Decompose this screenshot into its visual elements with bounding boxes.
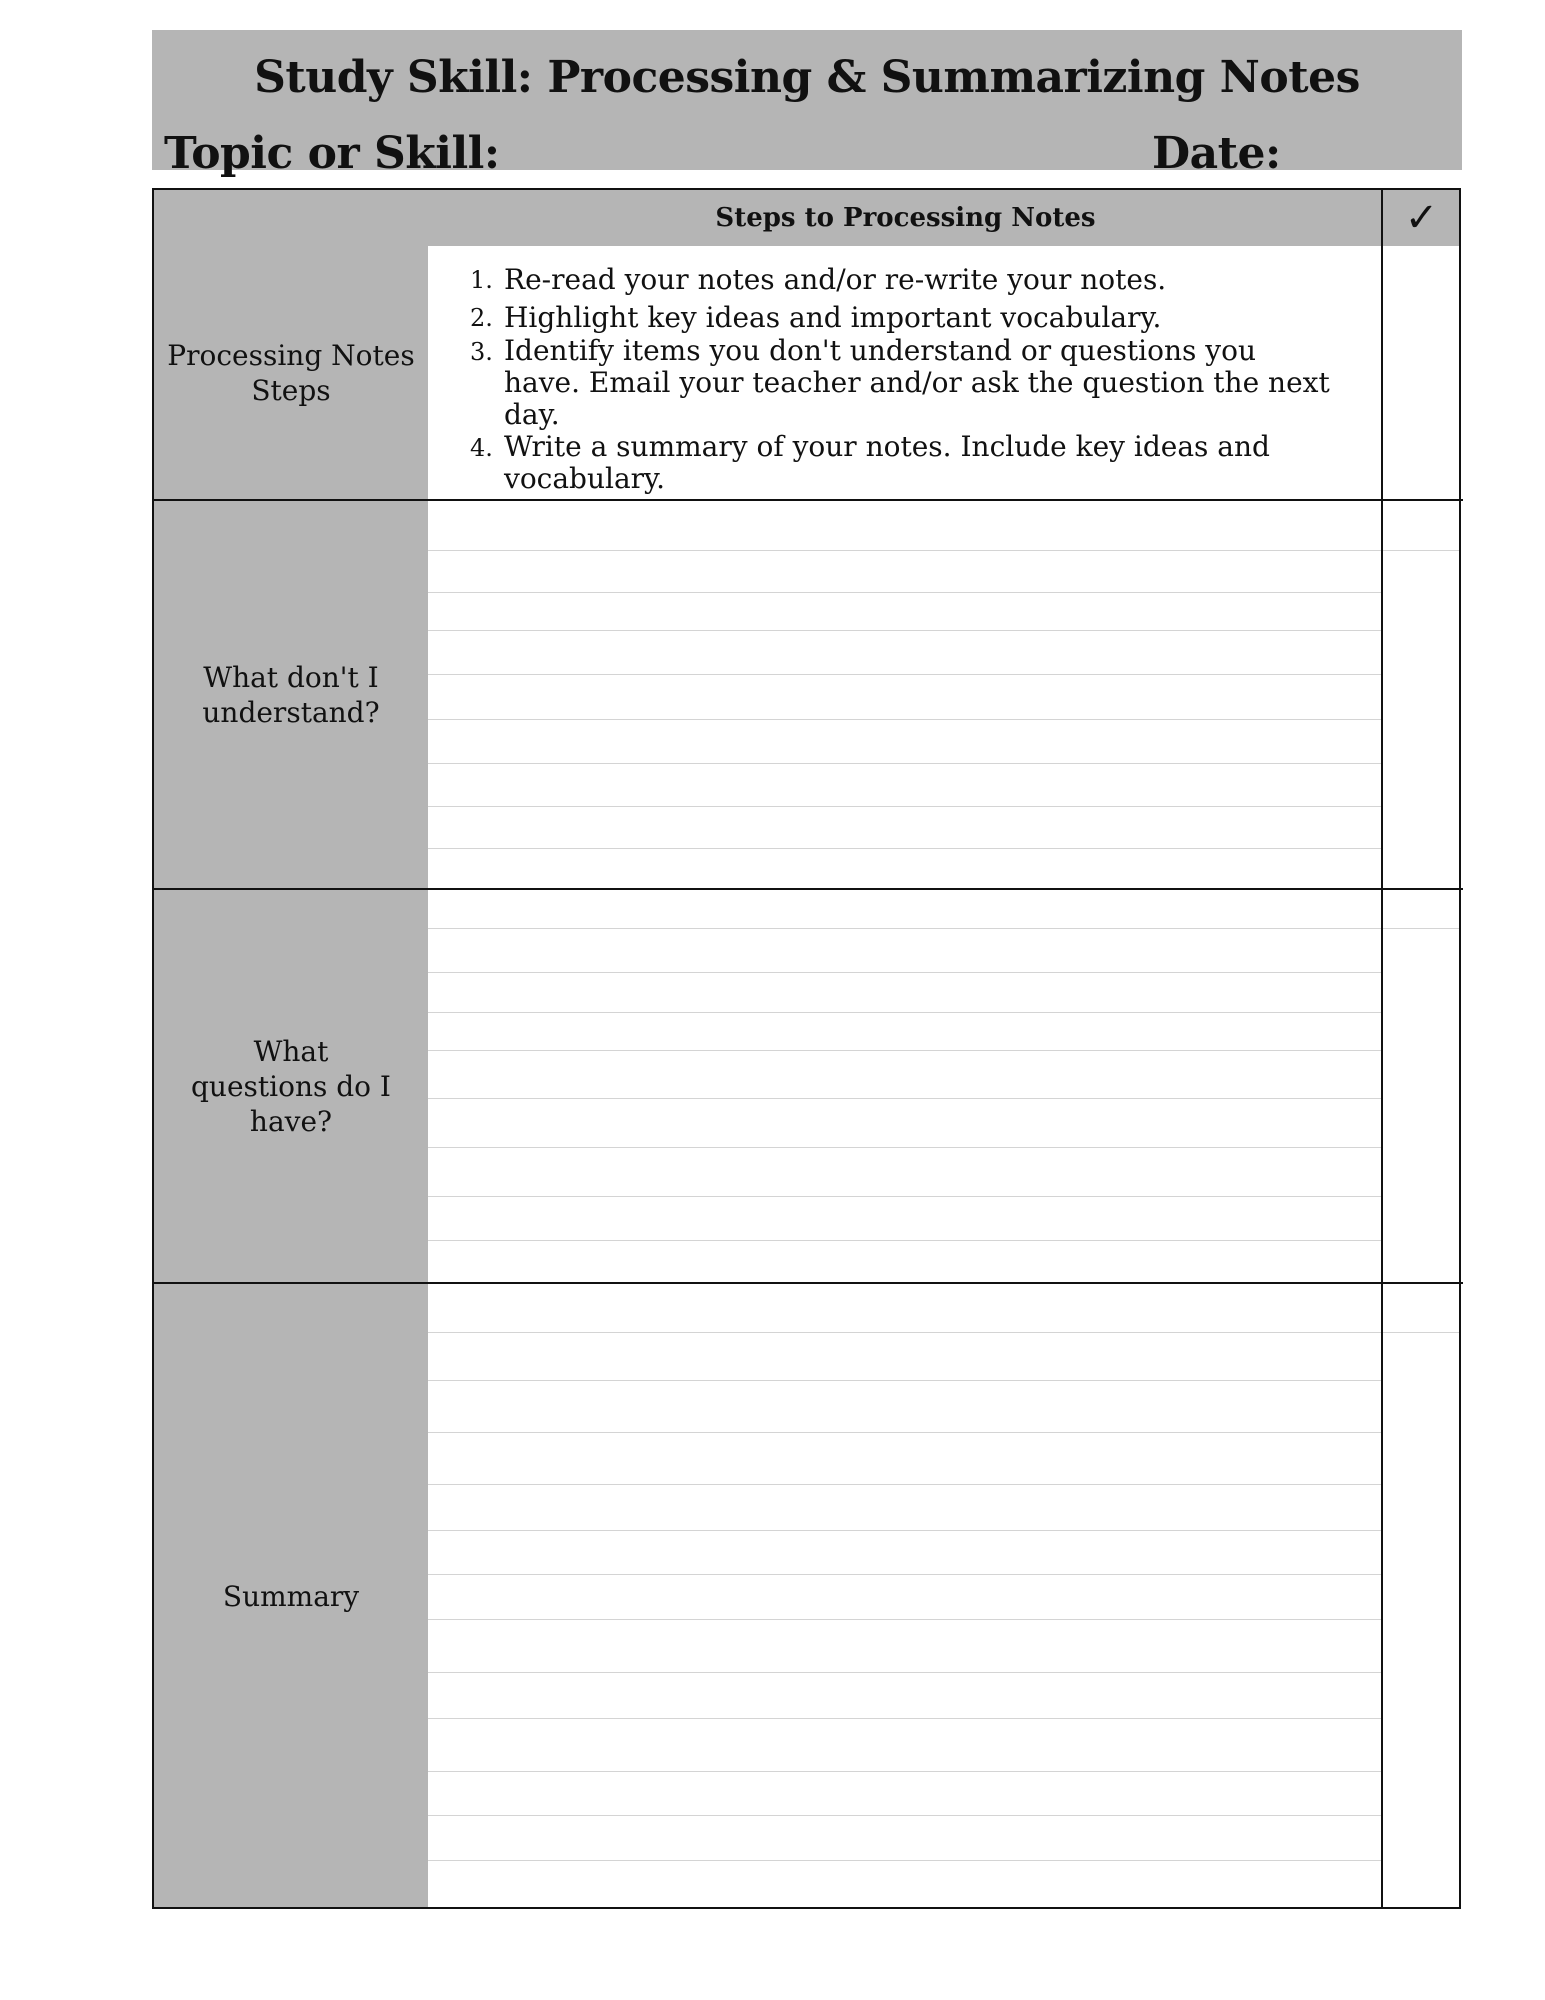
step-number: 4. <box>470 434 493 462</box>
step-text: Write a summary of your notes. Include key ideas and vocabulary. <box>504 430 1270 495</box>
date-label: Date: <box>1152 128 1281 179</box>
list-item <box>470 431 1340 495</box>
list-item <box>470 263 1340 297</box>
list-item <box>470 335 1340 431</box>
check-column-divider <box>1381 188 1383 1909</box>
steps-list <box>470 263 1340 495</box>
topic-label: Topic or Skill: <box>164 128 500 179</box>
row-label-questions: What questions do I have? <box>190 1034 391 1138</box>
worksheet-header <box>152 30 1462 179</box>
row-label-dont-understand: What don't I understand? <box>202 660 380 729</box>
row-label-processing-steps: Processing Notes Steps <box>167 338 415 407</box>
list-item <box>470 301 1340 335</box>
row-label-summary: Summary <box>222 1580 360 1613</box>
step-text: Highlight key ideas and important vocabulary. <box>504 301 1162 334</box>
page-title: Study Skill: Processing & Summarizing Notes <box>254 52 1360 103</box>
checkmark-icon: ✓ <box>1383 190 1460 246</box>
table-header-title: Steps to Processing Notes <box>715 203 1096 233</box>
step-number: 2. <box>470 304 493 332</box>
step-text: Re-read your notes and/or re-write your notes. <box>504 263 1167 296</box>
step-number: 1. <box>470 266 493 294</box>
step-number: 3. <box>470 338 493 366</box>
step-text: Identify items you don't understand or questions you have. Email your teacher and/or ask the question the next day. <box>504 334 1330 431</box>
